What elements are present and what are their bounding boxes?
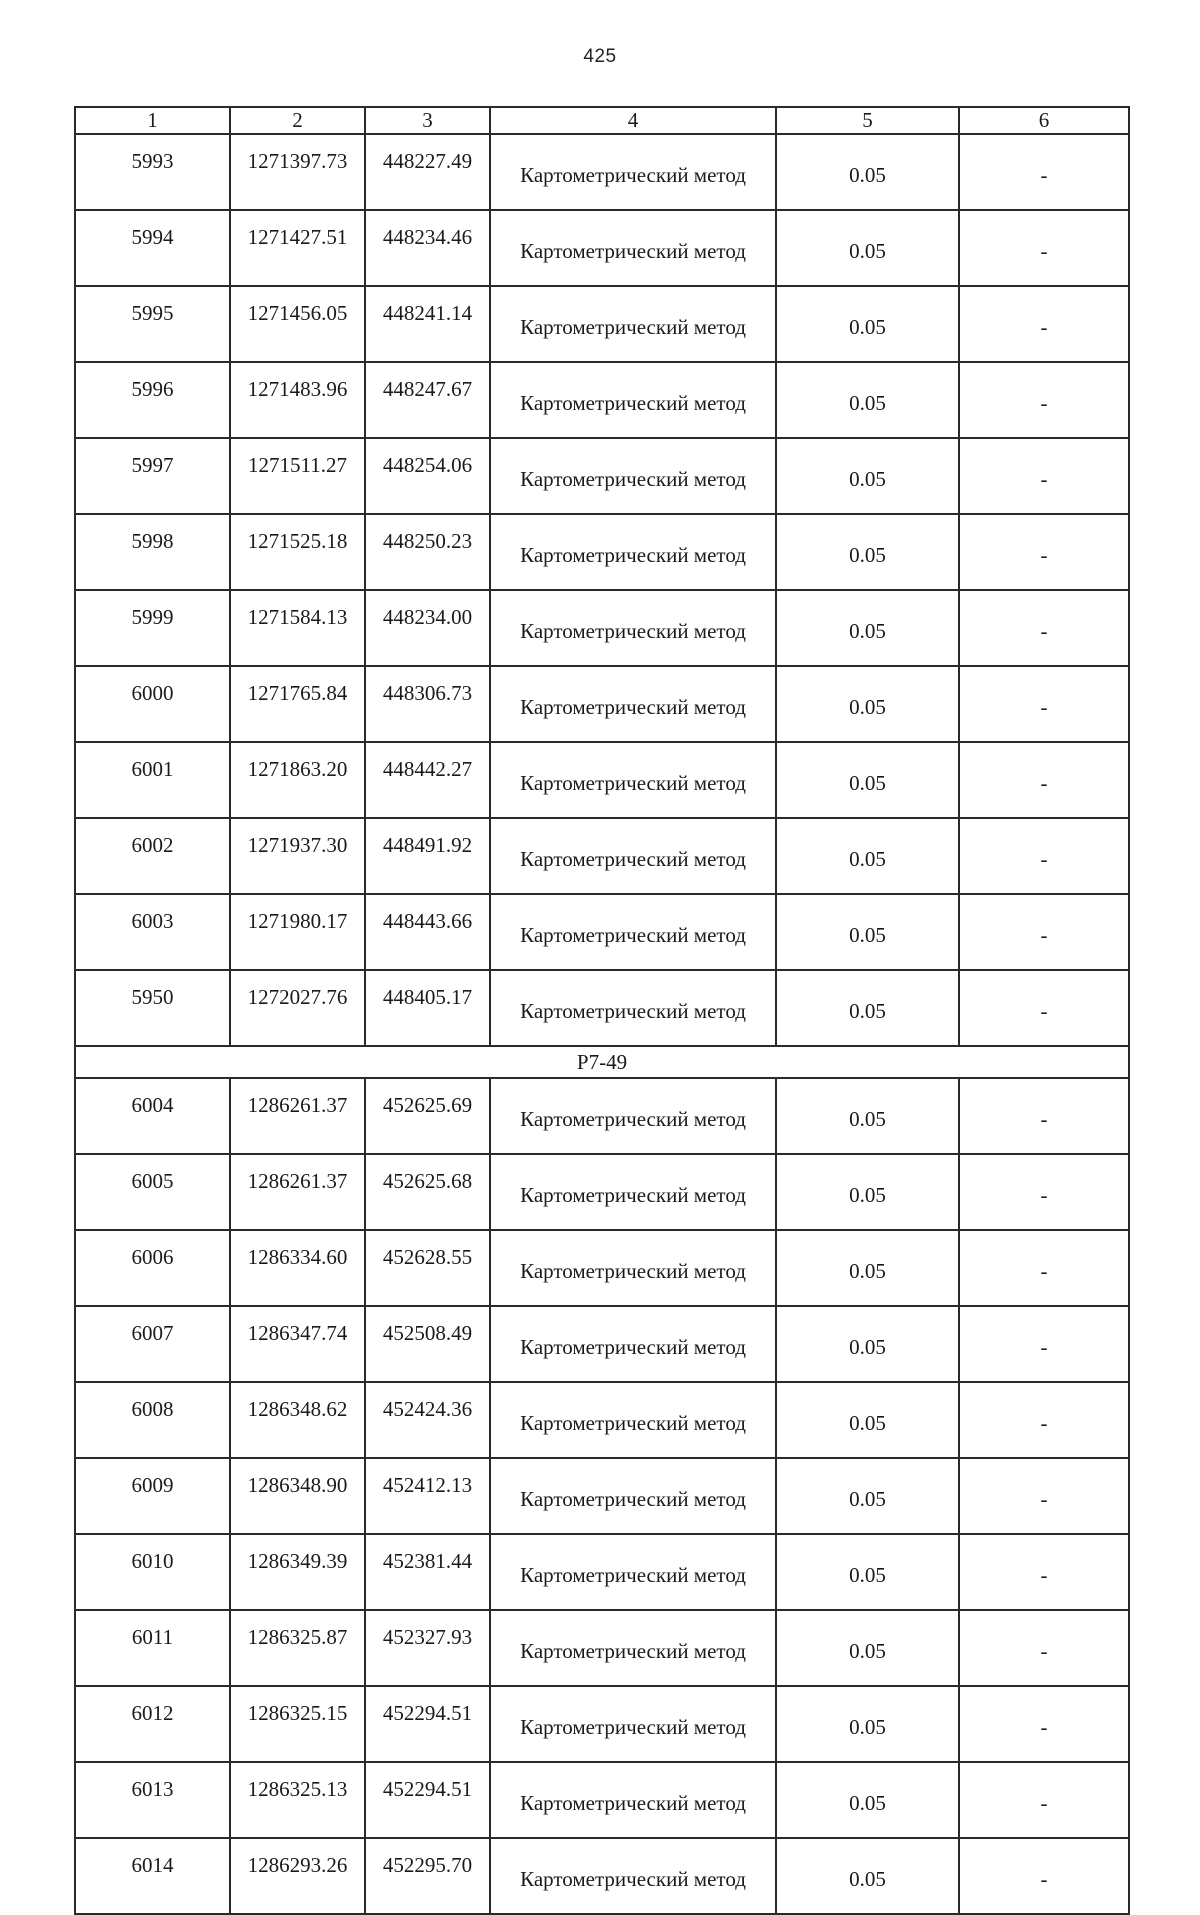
- accuracy-cell: 0.05: [776, 894, 959, 970]
- note-cell: -: [959, 1154, 1129, 1230]
- table-row: [75, 210, 1129, 286]
- note-cell: -: [959, 666, 1129, 742]
- point-number-cell: 5993: [75, 134, 230, 210]
- method-cell: Картометрический метод: [490, 1306, 776, 1382]
- table-row: [75, 514, 1129, 590]
- table-row: [75, 1686, 1129, 1762]
- x-coordinate-cell: 1286261.37: [230, 1078, 365, 1154]
- method-cell: Картометрический метод: [490, 666, 776, 742]
- point-number-cell: 6002: [75, 818, 230, 894]
- table-row: [75, 1534, 1129, 1610]
- x-coordinate-cell: 1286348.62: [230, 1382, 365, 1458]
- y-coordinate-cell: 448491.92: [365, 818, 490, 894]
- table-header-row: [75, 107, 1129, 134]
- x-coordinate-cell: 1286348.90: [230, 1458, 365, 1534]
- x-coordinate-cell: 1286325.13: [230, 1762, 365, 1838]
- accuracy-cell: 0.05: [776, 1838, 959, 1914]
- method-cell: Картометрический метод: [490, 742, 776, 818]
- accuracy-cell: 0.05: [776, 666, 959, 742]
- method-cell: Картометрический метод: [490, 514, 776, 590]
- y-coordinate-cell: 448443.66: [365, 894, 490, 970]
- table-row: [75, 742, 1129, 818]
- column-header: 4: [490, 107, 776, 134]
- y-coordinate-cell: 448306.73: [365, 666, 490, 742]
- point-number-cell: 6007: [75, 1306, 230, 1382]
- y-coordinate-cell: 452294.51: [365, 1686, 490, 1762]
- point-number-cell: 5994: [75, 210, 230, 286]
- point-number-cell: 6010: [75, 1534, 230, 1610]
- x-coordinate-cell: 1271980.17: [230, 894, 365, 970]
- table-row: [75, 1306, 1129, 1382]
- table-row: [75, 1610, 1129, 1686]
- note-cell: -: [959, 742, 1129, 818]
- accuracy-cell: 0.05: [776, 286, 959, 362]
- y-coordinate-cell: 452327.93: [365, 1610, 490, 1686]
- note-cell: -: [959, 210, 1129, 286]
- method-cell: Картометрический метод: [490, 1762, 776, 1838]
- point-number-cell: 6014: [75, 1838, 230, 1914]
- note-cell: -: [959, 1762, 1129, 1838]
- table-row: [75, 1838, 1129, 1914]
- y-coordinate-cell: 448254.06: [365, 438, 490, 514]
- note-cell: -: [959, 894, 1129, 970]
- point-number-cell: 5996: [75, 362, 230, 438]
- accuracy-cell: 0.05: [776, 970, 959, 1046]
- point-number-cell: 6003: [75, 894, 230, 970]
- note-cell: -: [959, 438, 1129, 514]
- accuracy-cell: 0.05: [776, 818, 959, 894]
- point-number-cell: 6013: [75, 1762, 230, 1838]
- accuracy-cell: 0.05: [776, 1458, 959, 1534]
- point-number-cell: 6006: [75, 1230, 230, 1306]
- y-coordinate-cell: 448247.67: [365, 362, 490, 438]
- point-number-cell: 5998: [75, 514, 230, 590]
- column-header: 2: [230, 107, 365, 134]
- x-coordinate-cell: 1271511.27: [230, 438, 365, 514]
- y-coordinate-cell: 452628.55: [365, 1230, 490, 1306]
- column-header: 6: [959, 107, 1129, 134]
- coordinates-table: [74, 106, 1130, 1915]
- table-row: [75, 362, 1129, 438]
- point-number-cell: 6009: [75, 1458, 230, 1534]
- column-header: 5: [776, 107, 959, 134]
- y-coordinate-cell: 452381.44: [365, 1534, 490, 1610]
- note-cell: -: [959, 1078, 1129, 1154]
- y-coordinate-cell: 448227.49: [365, 134, 490, 210]
- y-coordinate-cell: 452625.69: [365, 1078, 490, 1154]
- page-number: 425: [583, 46, 617, 67]
- accuracy-cell: 0.05: [776, 362, 959, 438]
- note-cell: -: [959, 1610, 1129, 1686]
- x-coordinate-cell: 1286325.15: [230, 1686, 365, 1762]
- y-coordinate-cell: 452295.70: [365, 1838, 490, 1914]
- x-coordinate-cell: 1286325.87: [230, 1610, 365, 1686]
- table-row: [75, 894, 1129, 970]
- point-number-cell: 6004: [75, 1078, 230, 1154]
- x-coordinate-cell: 1286293.26: [230, 1838, 365, 1914]
- method-cell: Картометрический метод: [490, 970, 776, 1046]
- y-coordinate-cell: 448405.17: [365, 970, 490, 1046]
- note-cell: -: [959, 818, 1129, 894]
- accuracy-cell: 0.05: [776, 1534, 959, 1610]
- table-row: [75, 1078, 1129, 1154]
- table-row: [75, 1382, 1129, 1458]
- x-coordinate-cell: 1271937.30: [230, 818, 365, 894]
- method-cell: Картометрический метод: [490, 1230, 776, 1306]
- section-label: Р7-49: [75, 1046, 1129, 1078]
- y-coordinate-cell: 448234.46: [365, 210, 490, 286]
- note-cell: -: [959, 970, 1129, 1046]
- note-cell: -: [959, 590, 1129, 666]
- y-coordinate-cell: 452424.36: [365, 1382, 490, 1458]
- point-number-cell: 6008: [75, 1382, 230, 1458]
- method-cell: Картометрический метод: [490, 134, 776, 210]
- x-coordinate-cell: 1271483.96: [230, 362, 365, 438]
- accuracy-cell: 0.05: [776, 1610, 959, 1686]
- x-coordinate-cell: 1271427.51: [230, 210, 365, 286]
- accuracy-cell: 0.05: [776, 1154, 959, 1230]
- accuracy-cell: 0.05: [776, 1382, 959, 1458]
- table-row: [75, 1154, 1129, 1230]
- accuracy-cell: 0.05: [776, 590, 959, 666]
- note-cell: -: [959, 1230, 1129, 1306]
- method-cell: Картометрический метод: [490, 362, 776, 438]
- y-coordinate-cell: 448442.27: [365, 742, 490, 818]
- x-coordinate-cell: 1286349.39: [230, 1534, 365, 1610]
- table-row: [75, 666, 1129, 742]
- point-number-cell: 5950: [75, 970, 230, 1046]
- method-cell: Картометрический метод: [490, 1154, 776, 1230]
- point-number-cell: 5997: [75, 438, 230, 514]
- point-number-cell: 6001: [75, 742, 230, 818]
- note-cell: -: [959, 514, 1129, 590]
- note-cell: -: [959, 1382, 1129, 1458]
- y-coordinate-cell: 452294.51: [365, 1762, 490, 1838]
- y-coordinate-cell: 452412.13: [365, 1458, 490, 1534]
- table-row: [75, 1762, 1129, 1838]
- point-number-cell: 6000: [75, 666, 230, 742]
- x-coordinate-cell: 1272027.76: [230, 970, 365, 1046]
- table-row: [75, 438, 1129, 514]
- note-cell: -: [959, 1306, 1129, 1382]
- y-coordinate-cell: 452625.68: [365, 1154, 490, 1230]
- table-row: [75, 1230, 1129, 1306]
- accuracy-cell: 0.05: [776, 210, 959, 286]
- x-coordinate-cell: 1271765.84: [230, 666, 365, 742]
- point-number-cell: 6012: [75, 1686, 230, 1762]
- method-cell: Картометрический метод: [490, 1382, 776, 1458]
- accuracy-cell: 0.05: [776, 514, 959, 590]
- note-cell: -: [959, 1838, 1129, 1914]
- x-coordinate-cell: 1271584.13: [230, 590, 365, 666]
- y-coordinate-cell: 452508.49: [365, 1306, 490, 1382]
- column-header: 1: [75, 107, 230, 134]
- accuracy-cell: 0.05: [776, 1686, 959, 1762]
- method-cell: Картометрический метод: [490, 1838, 776, 1914]
- y-coordinate-cell: 448241.14: [365, 286, 490, 362]
- x-coordinate-cell: 1286334.60: [230, 1230, 365, 1306]
- method-cell: Картометрический метод: [490, 590, 776, 666]
- note-cell: -: [959, 362, 1129, 438]
- method-cell: Картометрический метод: [490, 1534, 776, 1610]
- method-cell: Картометрический метод: [490, 438, 776, 514]
- x-coordinate-cell: 1271456.05: [230, 286, 365, 362]
- point-number-cell: 5999: [75, 590, 230, 666]
- accuracy-cell: 0.05: [776, 438, 959, 514]
- method-cell: Картометрический метод: [490, 1458, 776, 1534]
- note-cell: -: [959, 286, 1129, 362]
- x-coordinate-cell: 1271863.20: [230, 742, 365, 818]
- x-coordinate-cell: 1271397.73: [230, 134, 365, 210]
- method-cell: Картометрический метод: [490, 1686, 776, 1762]
- note-cell: -: [959, 1686, 1129, 1762]
- x-coordinate-cell: 1271525.18: [230, 514, 365, 590]
- method-cell: Картометрический метод: [490, 894, 776, 970]
- y-coordinate-cell: 448234.00: [365, 590, 490, 666]
- table-row: [75, 1458, 1129, 1534]
- method-cell: Картометрический метод: [490, 1078, 776, 1154]
- accuracy-cell: 0.05: [776, 742, 959, 818]
- method-cell: Картометрический метод: [490, 818, 776, 894]
- x-coordinate-cell: 1286261.37: [230, 1154, 365, 1230]
- note-cell: -: [959, 134, 1129, 210]
- table-row: [75, 970, 1129, 1046]
- accuracy-cell: 0.05: [776, 1306, 959, 1382]
- table-row: [75, 286, 1129, 362]
- table-row: [75, 134, 1129, 210]
- method-cell: Картометрический метод: [490, 286, 776, 362]
- accuracy-cell: 0.05: [776, 1762, 959, 1838]
- column-header: 3: [365, 107, 490, 134]
- y-coordinate-cell: 448250.23: [365, 514, 490, 590]
- accuracy-cell: 0.05: [776, 134, 959, 210]
- point-number-cell: 6005: [75, 1154, 230, 1230]
- table-row: [75, 818, 1129, 894]
- note-cell: -: [959, 1458, 1129, 1534]
- note-cell: -: [959, 1534, 1129, 1610]
- x-coordinate-cell: 1286347.74: [230, 1306, 365, 1382]
- method-cell: Картометрический метод: [490, 1610, 776, 1686]
- point-number-cell: 5995: [75, 286, 230, 362]
- method-cell: Картометрический метод: [490, 210, 776, 286]
- accuracy-cell: 0.05: [776, 1230, 959, 1306]
- section-row: [75, 1046, 1129, 1078]
- table-row: [75, 590, 1129, 666]
- accuracy-cell: 0.05: [776, 1078, 959, 1154]
- point-number-cell: 6011: [75, 1610, 230, 1686]
